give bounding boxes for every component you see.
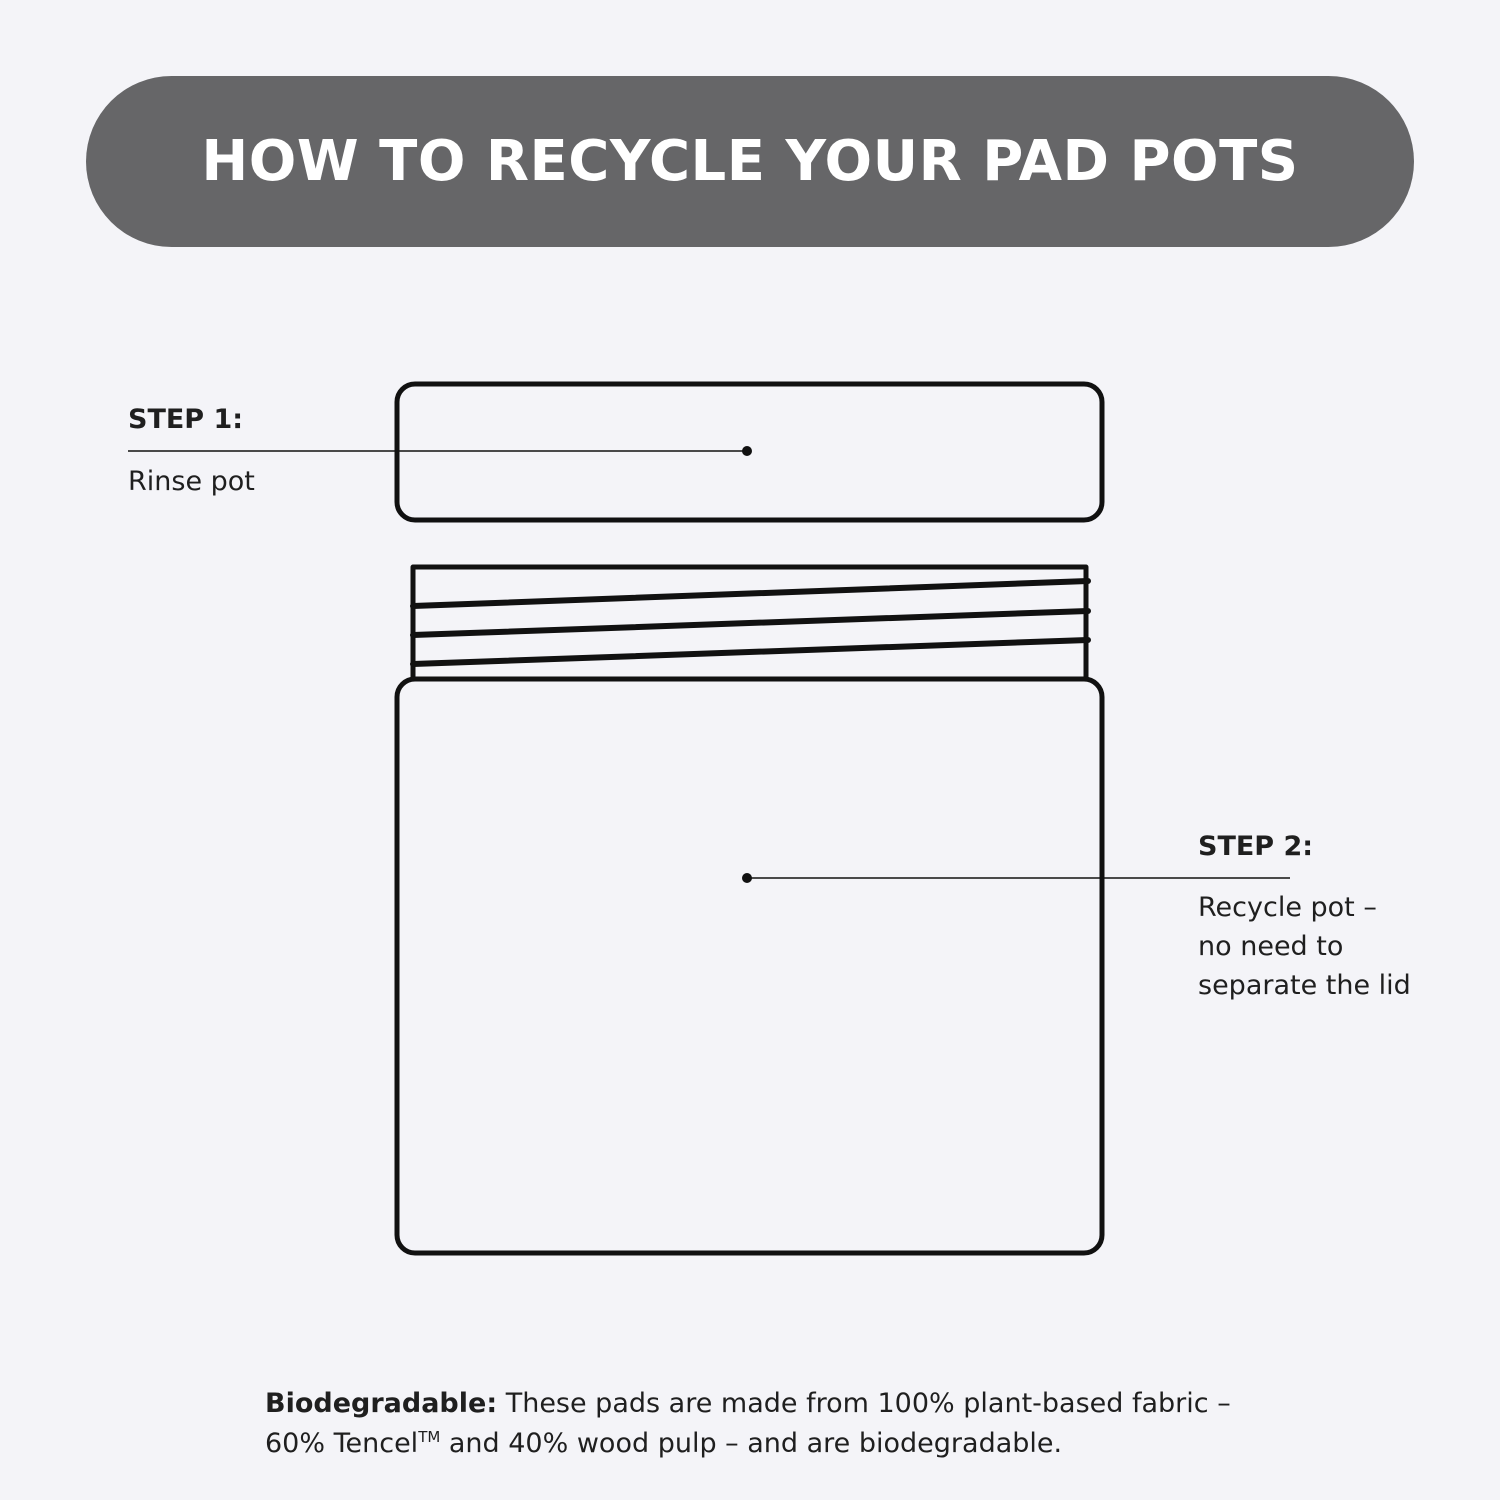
step2-line: separate the lid <box>1198 970 1411 1001</box>
page-title: HOW TO RECYCLE YOUR PAD POTS <box>201 129 1299 194</box>
fabric-text: 60% Tencel <box>265 1428 419 1459</box>
step2-marker-dot <box>742 873 752 883</box>
step1-title: STEP 1: <box>128 404 244 435</box>
biodegradable-text: These pads are made from 100% plant-based fabric – <box>497 1388 1231 1419</box>
step2-description <box>1198 888 1411 1005</box>
biodegradable-label: Biodegradable: <box>265 1388 498 1419</box>
fabric-text-end: and 40% wood pulp – and are biodegradable. <box>440 1428 1063 1459</box>
pot-body <box>397 679 1102 1253</box>
trademark-symbol: TM <box>418 1428 441 1446</box>
step1-line: Rinse pot <box>128 466 255 497</box>
step2-title: STEP 2: <box>1198 831 1314 862</box>
thread-line <box>413 611 1088 635</box>
biodegradable-line-2 <box>265 1424 1285 1464</box>
step1-marker-dot <box>742 446 752 456</box>
step2-line: Recycle pot – <box>1198 892 1377 923</box>
thread-line <box>413 581 1088 606</box>
step1-description <box>128 462 255 501</box>
biodegradable-line-1 <box>265 1384 1285 1424</box>
biodegradable-note <box>265 1384 1285 1464</box>
thread-line <box>413 640 1088 664</box>
step2-line: no need to <box>1198 931 1344 962</box>
